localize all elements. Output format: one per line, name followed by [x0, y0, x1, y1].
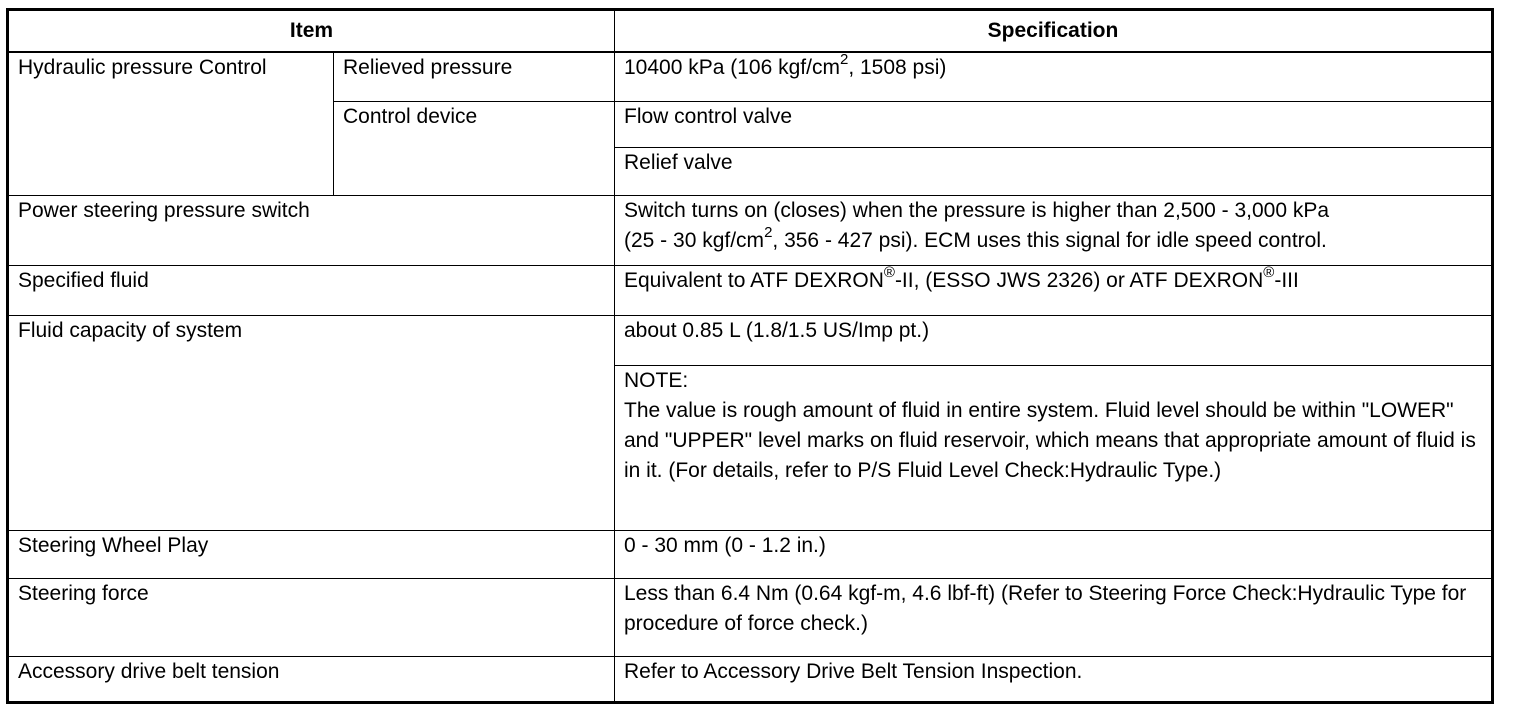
- fluid-value-mid: -II, (ESSO JWS 2326) or ATF DEXRON: [894, 269, 1264, 292]
- table-row: [8, 52, 1493, 102]
- table-row: [8, 196, 1493, 266]
- table-row: [8, 266, 1493, 316]
- table-row: [8, 657, 1493, 703]
- belt-tension-value: Refer to Accessory Drive Belt Tension Inspection.: [615, 657, 1493, 703]
- pressure-switch-line2-post: , 356 - 427 psi). ECM uses this signal for idle speed control.: [772, 229, 1327, 252]
- pressure-switch-line2: [624, 226, 1482, 256]
- registered-mark: ®: [1263, 265, 1275, 281]
- fluid-capacity-value: about 0.85 L (1.8/1.5 US/Imp pt.): [615, 316, 1493, 366]
- note-heading: NOTE:: [624, 369, 689, 392]
- registered-mark: ®: [883, 265, 895, 281]
- steering-wheel-play-label: Steering Wheel Play: [8, 531, 615, 579]
- header-specification: Specification: [615, 10, 1493, 52]
- fluid-value-post: -III: [1274, 269, 1299, 292]
- relieved-value-pre: 10400 kPa (106 kgf/cm: [624, 55, 840, 79]
- table-row: [8, 316, 1493, 366]
- relieved-pressure-label: Relieved pressure: [334, 52, 615, 102]
- relief-valve-value: Relief valve: [615, 148, 1493, 196]
- pressure-switch-line1: Switch turns on (closes) when the pressure is higher than 2,500 - 3,000 kPa: [624, 199, 1330, 222]
- header-item: Item: [8, 10, 615, 52]
- pressure-switch-value: [615, 196, 1493, 266]
- flow-control-valve-value: Flow control valve: [615, 102, 1493, 148]
- pressure-switch-line2-pre: (25 - 30 kgf/cm: [624, 229, 765, 252]
- belt-tension-label: Accessory drive belt tension: [8, 657, 615, 703]
- relieved-value-post: , 1508 psi): [848, 55, 947, 79]
- superscript-2: 2: [764, 224, 773, 241]
- fluid-value-pre: Equivalent to ATF DEXRON: [624, 269, 884, 292]
- steering-force-value: Less than 6.4 Nm (0.64 kgf-m, 4.6 lbf-ft) (Refer to Steering Force Check:Hydraulic Type for procedure of force check.): [615, 579, 1493, 657]
- table-row: [8, 531, 1493, 579]
- fluid-capacity-label: Fluid capacity of system: [8, 316, 615, 531]
- relieved-pressure-value: [615, 52, 1493, 102]
- hydraulic-pressure-control-label: Hydraulic pressure Control: [8, 52, 334, 196]
- superscript-2: 2: [839, 51, 849, 68]
- steering-wheel-play-value: 0 - 30 mm (0 - 1.2 in.): [615, 531, 1493, 579]
- table-header-row: [8, 10, 1493, 52]
- pressure-switch-label: Power steering pressure switch: [8, 196, 615, 266]
- fluid-capacity-note: [615, 366, 1493, 531]
- steering-force-label: Steering force: [8, 579, 615, 657]
- specification-table: [6, 8, 1494, 704]
- table-row: [8, 579, 1493, 657]
- specified-fluid-label: Specified fluid: [8, 266, 615, 316]
- specified-fluid-value: [615, 266, 1493, 316]
- note-body: The value is rough amount of fluid in entire system. Fluid level should be within "LOWER" and "UPPER" level marks on fluid reservoir, which means that appropriate amount of fluid is in it. (For details, refer to P/S Fluid Level Check:Hydraulic Type.): [624, 399, 1476, 482]
- control-device-label: Control device: [334, 102, 615, 196]
